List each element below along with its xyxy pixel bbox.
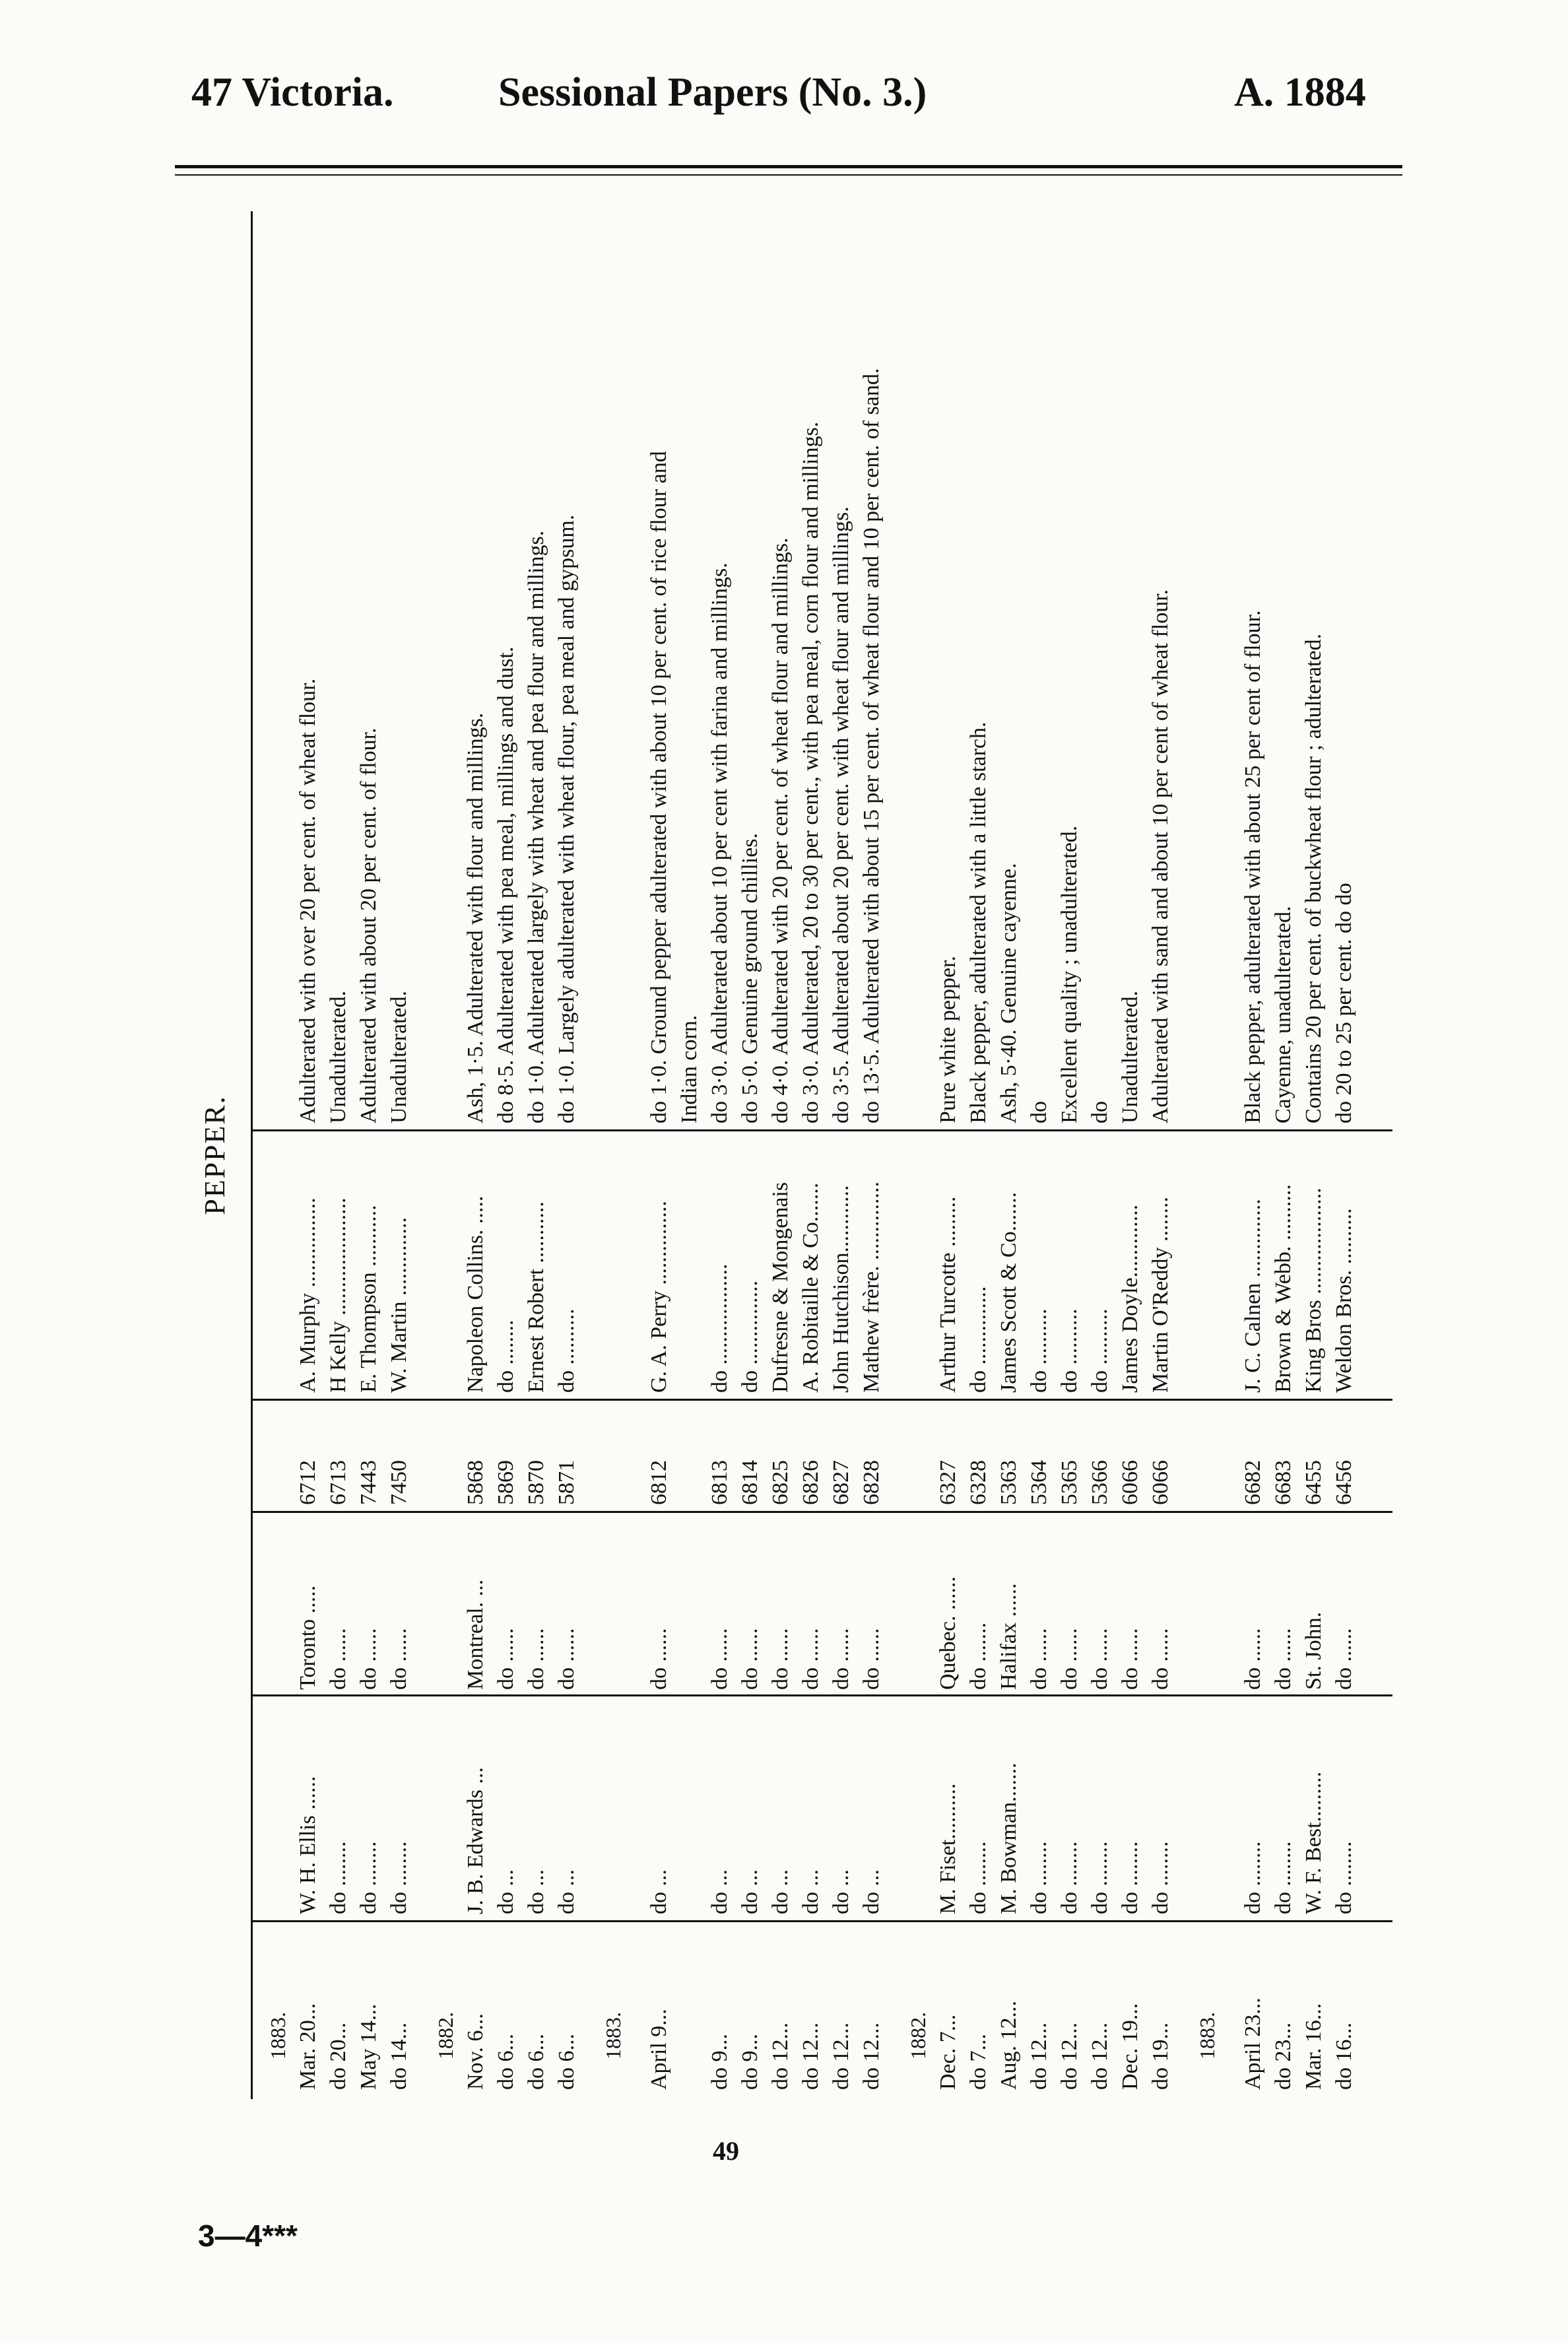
sample-number-cell: 6712 bbox=[296, 1460, 320, 1505]
table-row bbox=[1115, 211, 1146, 2099]
vendor-cell: do .............. bbox=[966, 1286, 991, 1393]
place-cell: do ...... bbox=[494, 1628, 518, 1690]
result-cell: Unadulterated. bbox=[387, 990, 411, 1123]
sample-number-cell: 5868 bbox=[463, 1460, 488, 1505]
place-cell: do ...... bbox=[859, 1628, 884, 1690]
table-row bbox=[1024, 211, 1055, 2099]
header-rule-thick bbox=[175, 165, 1402, 168]
sample-number-cell: 5869 bbox=[494, 1460, 518, 1505]
table-row bbox=[1299, 211, 1329, 2099]
year-heading: 1883. bbox=[266, 2012, 290, 2059]
table-row bbox=[826, 211, 857, 2099]
place-cell: do ...... bbox=[647, 1628, 671, 1690]
year-heading-row bbox=[1192, 211, 1222, 2099]
table-row bbox=[323, 211, 354, 2099]
year-heading: 1883. bbox=[601, 2012, 625, 2059]
inspector-cell: do ........ bbox=[387, 1841, 411, 1914]
inspector-cell: do ... bbox=[647, 1869, 671, 1914]
inspector-cell: J. B. Edwards ... bbox=[463, 1767, 488, 1914]
table-top-rule bbox=[251, 211, 253, 2099]
result-cell: do 3·0. Adulterated, 20 to 30 per cent., with pea meal, corn flour and millings. bbox=[799, 421, 823, 1123]
header-right: A. 1884 bbox=[1234, 70, 1366, 115]
result-cell: do 8·5. Adulterated with pea meal, millings and dust. bbox=[494, 646, 518, 1123]
sample-number-cell: 5871 bbox=[554, 1460, 579, 1505]
table-row bbox=[933, 211, 964, 2099]
result-cell: Contains 20 per cent. of buckwheat flour ; adulterated. bbox=[1301, 633, 1326, 1123]
place-cell: do ...... bbox=[738, 1628, 762, 1690]
inspector-cell: do ... bbox=[738, 1869, 762, 1914]
inspector-cell: do ........ bbox=[966, 1841, 991, 1914]
header-center: Sessional Papers (No. 3.) bbox=[498, 70, 927, 115]
inspector-cell: do ........ bbox=[356, 1841, 381, 1914]
table-row bbox=[293, 211, 323, 2099]
table-row bbox=[1329, 211, 1359, 2099]
inspector-cell: do ... bbox=[859, 1869, 884, 1914]
sample-number-cell: 6713 bbox=[326, 1460, 350, 1505]
date-cell: Mar. 20... bbox=[296, 2003, 320, 2090]
result-cell: do 3·0. Adulterated about 10 per cent with farina and millings. bbox=[707, 562, 732, 1123]
vendor-cell: H Kelly ..................... bbox=[326, 1197, 350, 1393]
inspector-cell: W. H. Ellis ...... bbox=[296, 1776, 320, 1914]
date-cell: April 9... bbox=[647, 2009, 671, 2090]
vendor-cell: Martin O'Reddy ........ bbox=[1148, 1197, 1173, 1393]
result-cell: do 3·5. Adulterated about 20 per cent. with wheat flour and millings. bbox=[829, 506, 853, 1123]
table-row bbox=[461, 211, 491, 2099]
date-cell: do 9... bbox=[707, 2034, 732, 2090]
year-heading-row bbox=[903, 211, 933, 2099]
date-cell: May 14... bbox=[356, 2003, 381, 2090]
result-cell: Excellent quality ; unadulterated. bbox=[1057, 825, 1082, 1123]
year-heading: 1882. bbox=[434, 2012, 457, 2059]
place-cell: Toronto ..... bbox=[296, 1585, 320, 1690]
sample-number-cell: 6066 bbox=[1118, 1460, 1142, 1505]
place-cell: Quebec. ...... bbox=[936, 1576, 960, 1690]
place-cell: do ...... bbox=[1057, 1628, 1082, 1690]
vendor-cell: do .......... bbox=[1057, 1308, 1082, 1393]
date-cell: do 7... bbox=[966, 2034, 991, 2090]
result-cell: Black pepper, adulterated with a little starch. bbox=[966, 721, 991, 1123]
place-cell: do ...... bbox=[1027, 1628, 1051, 1690]
place-cell: do ...... bbox=[1271, 1628, 1295, 1690]
table-row bbox=[674, 211, 705, 2099]
header-left: 47 Victoria. bbox=[191, 70, 394, 115]
year-heading: 1883. bbox=[1195, 2012, 1219, 2059]
vendor-cell: Napoleon Collins. ..... bbox=[463, 1195, 488, 1393]
date-cell: do 14... bbox=[387, 2023, 411, 2090]
place-cell: do ...... bbox=[1332, 1628, 1356, 1690]
place-cell: St. John. bbox=[1301, 1611, 1326, 1690]
vendor-cell: King Bros ................... bbox=[1301, 1188, 1326, 1393]
result-cell: Unadulterated. bbox=[1118, 990, 1142, 1123]
sample-number-cell: 6328 bbox=[966, 1460, 991, 1505]
inspector-cell: do ........ bbox=[1271, 1841, 1295, 1914]
sample-number-cell: 6683 bbox=[1271, 1460, 1295, 1505]
place-cell: do ...... bbox=[387, 1628, 411, 1690]
date-cell: Nov. 6... bbox=[463, 2013, 488, 2090]
vendor-cell: do ........ bbox=[494, 1320, 518, 1393]
result-cell: do 20 to 25 per cent. do do bbox=[1332, 883, 1356, 1123]
inspector-cell: do ........ bbox=[1118, 1841, 1142, 1914]
inspector-cell: do ... bbox=[707, 1869, 732, 1914]
date-cell: do 12... bbox=[1088, 2023, 1112, 2090]
table-row bbox=[644, 211, 674, 2099]
result-cell: Pure white pepper. bbox=[936, 956, 960, 1123]
table-row bbox=[354, 211, 384, 2099]
sample-number-cell: 5364 bbox=[1027, 1460, 1051, 1505]
result-cell: do 4·0. Adulterated with 20 per cent. of wheat flour and millings. bbox=[768, 537, 793, 1123]
sample-number-cell: 6828 bbox=[859, 1460, 884, 1505]
result-cell: do bbox=[1027, 1101, 1051, 1123]
table-row bbox=[1146, 211, 1176, 2099]
vendor-cell: James Doyle............. bbox=[1118, 1204, 1142, 1393]
result-cell: do bbox=[1088, 1101, 1112, 1123]
sample-number-cell: 6327 bbox=[936, 1460, 960, 1505]
signature-mark: 3—4*** bbox=[198, 2219, 298, 2253]
table-body bbox=[251, 211, 1392, 2099]
result-cell: Cayenne, unadulterated. bbox=[1271, 906, 1295, 1123]
table-row bbox=[735, 211, 766, 2099]
date-cell: do 6... bbox=[494, 2034, 518, 2090]
result-cell: Ash, 5·40. Genuine cayenne. bbox=[996, 863, 1021, 1123]
sample-number-cell: 7450 bbox=[387, 1460, 411, 1505]
sample-number-cell: 6812 bbox=[647, 1460, 671, 1505]
date-cell: do 6... bbox=[554, 2034, 579, 2090]
date-cell: do 12... bbox=[1027, 2023, 1051, 2090]
vendor-cell: do .......... bbox=[1088, 1308, 1112, 1393]
table-row bbox=[1085, 211, 1115, 2099]
place-cell: do ...... bbox=[554, 1628, 579, 1690]
result-cell: Unadulterated. bbox=[326, 990, 350, 1123]
date-cell: do 12... bbox=[799, 2023, 823, 2090]
table-row bbox=[384, 211, 414, 2099]
result-cell: Adulterated with about 20 per cent. of flour. bbox=[356, 727, 381, 1123]
inspector-cell: do ... bbox=[554, 1869, 579, 1914]
sample-number-cell: 6826 bbox=[799, 1460, 823, 1505]
result-cell: do 13·5. Adulterated with about 15 per cent. of wheat flour and 10 per cent. of sand. bbox=[859, 368, 884, 1123]
result-cell: do 5·0. Genuine ground chillies. bbox=[738, 832, 762, 1123]
inspector-cell: W. F. Best......... bbox=[1301, 1771, 1326, 1914]
date-cell: do 12... bbox=[1057, 2023, 1082, 2090]
result-cell: Indian corn. bbox=[677, 1015, 702, 1123]
year-heading: 1882. bbox=[906, 2012, 930, 2059]
page-header bbox=[0, 69, 1568, 129]
vendor-cell: do .................. bbox=[707, 1263, 732, 1393]
sample-number-cell: 5363 bbox=[996, 1460, 1021, 1505]
sample-number-cell: 5365 bbox=[1057, 1460, 1082, 1505]
place-cell: do ...... bbox=[799, 1628, 823, 1690]
inspector-cell: do ........ bbox=[1057, 1841, 1082, 1914]
vendor-cell: W. Martin .............. bbox=[387, 1217, 411, 1393]
result-cell: do 1·0. Adulterated largely with wheat and pea flour and millings. bbox=[524, 530, 548, 1123]
vendor-cell: Ernest Robert ........... bbox=[524, 1201, 548, 1393]
inspector-cell: do ........ bbox=[1332, 1841, 1356, 1914]
result-cell: do 1·0. Ground pepper adulterated with about 10 per cent. of rice flour and bbox=[647, 451, 671, 1123]
place-cell: do ...... bbox=[326, 1628, 350, 1690]
table-row bbox=[1268, 211, 1299, 2099]
sample-number-cell: 6682 bbox=[1241, 1460, 1265, 1505]
date-cell: do 20... bbox=[326, 2023, 350, 2090]
date-cell: do 12... bbox=[859, 2023, 884, 2090]
sample-number-cell: 5870 bbox=[524, 1460, 548, 1505]
sample-number-cell: 6825 bbox=[768, 1460, 793, 1505]
pepper-table bbox=[198, 211, 1406, 2099]
vendor-cell: Arthur Turcotte ......... bbox=[936, 1196, 960, 1393]
inspector-cell: M. Bowman....... bbox=[996, 1762, 1021, 1914]
year-heading-row bbox=[263, 211, 293, 2099]
vendor-cell: Brown & Webb. .......... bbox=[1271, 1184, 1295, 1393]
place-cell: Halifax ...... bbox=[996, 1583, 1021, 1690]
result-cell: Black pepper, adulterated with about 25 per cent of flour. bbox=[1241, 610, 1265, 1123]
place-cell: do ...... bbox=[1241, 1628, 1265, 1690]
date-cell: Dec. 7... bbox=[936, 2014, 960, 2090]
date-cell: do 12... bbox=[829, 2023, 853, 2090]
date-cell: do 19... bbox=[1148, 2023, 1173, 2090]
sample-number-cell: 5366 bbox=[1088, 1460, 1112, 1505]
place-cell: do ...... bbox=[356, 1628, 381, 1690]
sample-number-cell: 7443 bbox=[356, 1460, 381, 1505]
table-row bbox=[1055, 211, 1085, 2099]
header-rule-thin bbox=[175, 174, 1402, 176]
place-cell: do ...... bbox=[829, 1628, 853, 1690]
date-cell: do 6... bbox=[524, 2034, 548, 2090]
sample-number-cell: 6456 bbox=[1332, 1460, 1356, 1505]
place-cell: do ....... bbox=[966, 1623, 991, 1690]
inspector-cell: do ... bbox=[494, 1869, 518, 1914]
year-heading-row bbox=[598, 211, 628, 2099]
table-row bbox=[796, 211, 826, 2099]
vendor-cell: do .......... bbox=[554, 1308, 579, 1393]
sample-number-cell: 6827 bbox=[829, 1460, 853, 1505]
inspector-cell: do ........ bbox=[326, 1841, 350, 1914]
table-row bbox=[521, 211, 552, 2099]
place-cell: do ...... bbox=[1148, 1628, 1173, 1690]
vendor-cell: James Scott & Co....... bbox=[996, 1191, 1021, 1393]
inspector-cell: do ... bbox=[768, 1869, 793, 1914]
vendor-cell: G. A. Perry ............... bbox=[647, 1201, 671, 1393]
inspector-cell: M. Fiset.......... bbox=[936, 1783, 960, 1914]
vendor-cell: Mathew frère. .............. bbox=[859, 1181, 884, 1393]
table-row bbox=[766, 211, 796, 2099]
table-row bbox=[964, 211, 994, 2099]
date-cell: do 12... bbox=[768, 2023, 793, 2090]
place-cell: do ...... bbox=[707, 1628, 732, 1690]
inspector-cell: do ... bbox=[799, 1869, 823, 1914]
result-cell: Adulterated with over 20 per cent. of wheat flour. bbox=[296, 678, 320, 1123]
table-row bbox=[491, 211, 521, 2099]
result-cell: Ash, 1·5. Adulterated with flour and millings. bbox=[463, 712, 488, 1123]
place-cell: do ...... bbox=[524, 1628, 548, 1690]
vendor-cell: do ............... bbox=[738, 1281, 762, 1393]
table-row bbox=[994, 211, 1024, 2099]
table-row bbox=[552, 211, 582, 2099]
vendor-cell: Dufresne & Mongenais bbox=[768, 1182, 793, 1393]
vendor-cell: do .......... bbox=[1027, 1308, 1051, 1393]
year-heading-row bbox=[430, 211, 461, 2099]
page-number: 49 bbox=[713, 2136, 739, 2166]
place-cell: do ...... bbox=[1088, 1628, 1112, 1690]
vendor-cell: A. Robitaille & Co....... bbox=[799, 1182, 823, 1393]
date-cell: do 16... bbox=[1332, 2023, 1356, 2090]
date-cell: do 23... bbox=[1271, 2023, 1295, 2090]
table-row bbox=[705, 211, 735, 2099]
vendor-cell: A. Murphy ................ bbox=[296, 1197, 320, 1393]
date-cell: Aug. 12... bbox=[996, 2000, 1021, 2090]
place-cell: do ...... bbox=[768, 1628, 793, 1690]
table-row bbox=[857, 211, 887, 2099]
result-cell: Adulterated with sand and about 10 per cent of wheat flour. bbox=[1148, 589, 1173, 1123]
place-cell: Montreal. ... bbox=[463, 1579, 488, 1690]
table-title: PEPPER. bbox=[199, 1095, 231, 1215]
sample-number-cell: 6066 bbox=[1148, 1460, 1173, 1505]
sample-number-cell: 6455 bbox=[1301, 1460, 1326, 1505]
inspector-cell: do ........ bbox=[1088, 1841, 1112, 1914]
inspector-cell: do ... bbox=[524, 1869, 548, 1914]
inspector-cell: do ........ bbox=[1027, 1841, 1051, 1914]
inspector-cell: do ... bbox=[829, 1869, 853, 1914]
date-cell: do 9... bbox=[738, 2034, 762, 2090]
table-row bbox=[1238, 211, 1268, 2099]
date-cell: Dec. 19... bbox=[1118, 2003, 1142, 2090]
vendor-cell: Weldon Bros. .......... bbox=[1332, 1208, 1356, 1393]
vendor-cell: E. Thompson ........... bbox=[356, 1205, 381, 1393]
vendor-cell: John Hutchison............ bbox=[829, 1185, 853, 1393]
inspector-cell: do ........ bbox=[1148, 1841, 1173, 1914]
vendor-cell: J. C. Calnen .............. bbox=[1241, 1199, 1265, 1393]
result-cell: do 1·0. Largely adulterated with wheat flour, pea meal and gypsum. bbox=[554, 514, 579, 1123]
sample-number-cell: 6814 bbox=[738, 1460, 762, 1505]
inspector-cell: do ........ bbox=[1241, 1841, 1265, 1914]
date-cell: Mar. 16... bbox=[1301, 2003, 1326, 2090]
date-cell: April 23... bbox=[1241, 1997, 1265, 2090]
sample-number-cell: 6813 bbox=[707, 1460, 732, 1505]
place-cell: do ...... bbox=[1118, 1628, 1142, 1690]
